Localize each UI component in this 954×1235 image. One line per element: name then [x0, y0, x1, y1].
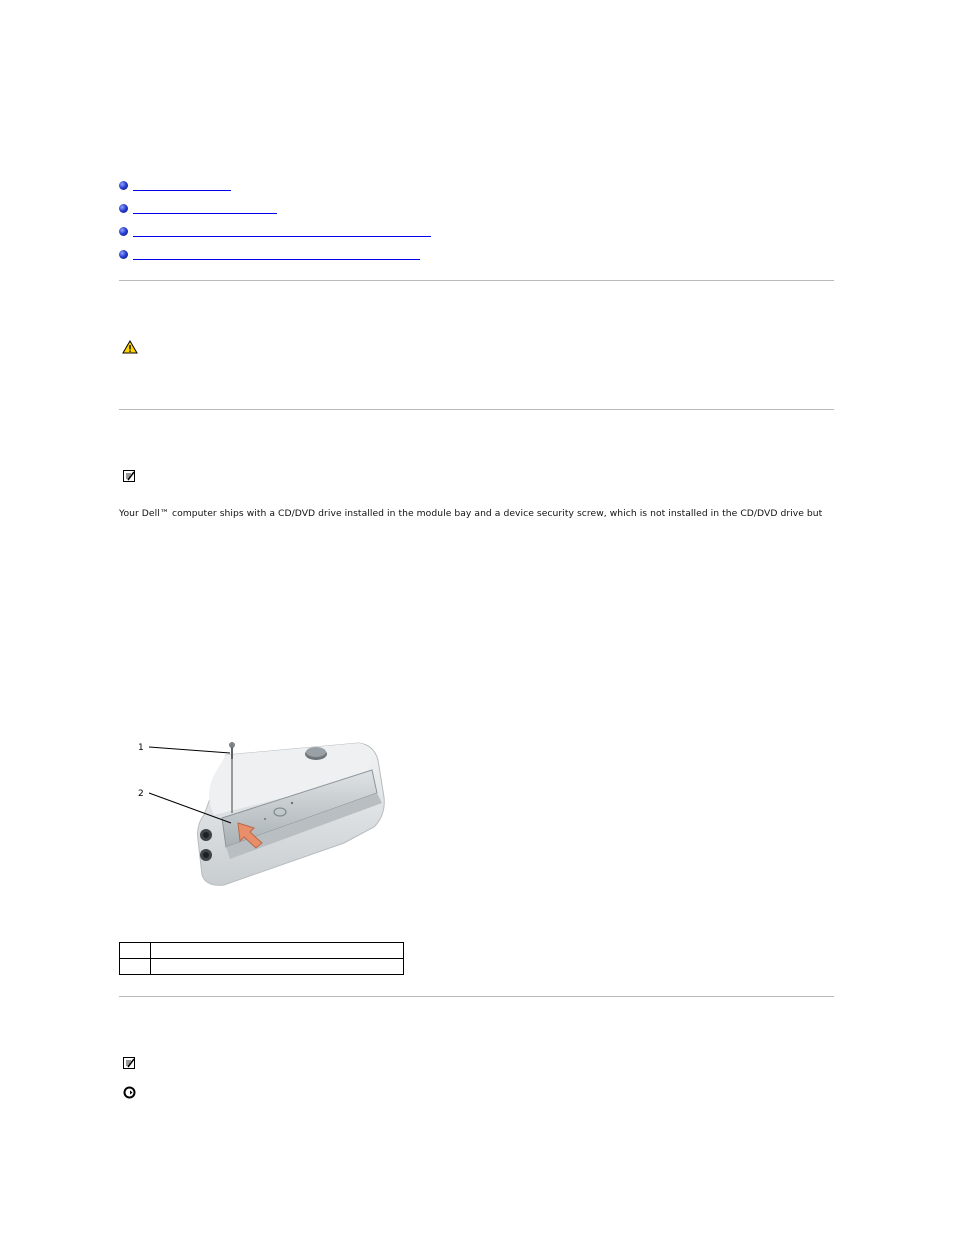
caution-icon [122, 340, 138, 354]
toc-link[interactable] [133, 224, 431, 237]
callout-number [120, 943, 151, 959]
note-icon [123, 470, 135, 482]
bullet-icon [119, 181, 128, 190]
table-row [120, 959, 404, 975]
section-divider [119, 996, 834, 997]
bullet-icon [119, 227, 128, 236]
bullet-icon [119, 250, 128, 259]
section-divider [119, 409, 834, 410]
callout-table [119, 942, 404, 975]
bullet-icon [119, 204, 128, 213]
note-icon [123, 1057, 135, 1069]
callout-number [120, 959, 151, 975]
table-row [120, 943, 404, 959]
callout-description [151, 959, 404, 975]
callout-label: 2 [138, 789, 144, 799]
toc-link[interactable] [133, 201, 277, 214]
intro-paragraph: Your Dell™ computer ships with a CD/DVD drive installed in the module bay and a device security screw, which is not installed in the CD/DVD drive but [119, 508, 823, 519]
module-bay-screw-illustration [134, 735, 394, 895]
callout-label: 1 [138, 743, 144, 753]
section-divider [119, 280, 834, 281]
toc-link[interactable] [133, 178, 231, 191]
callout-description [151, 943, 404, 959]
toc-link[interactable] [133, 247, 420, 260]
notice-icon [123, 1086, 136, 1099]
